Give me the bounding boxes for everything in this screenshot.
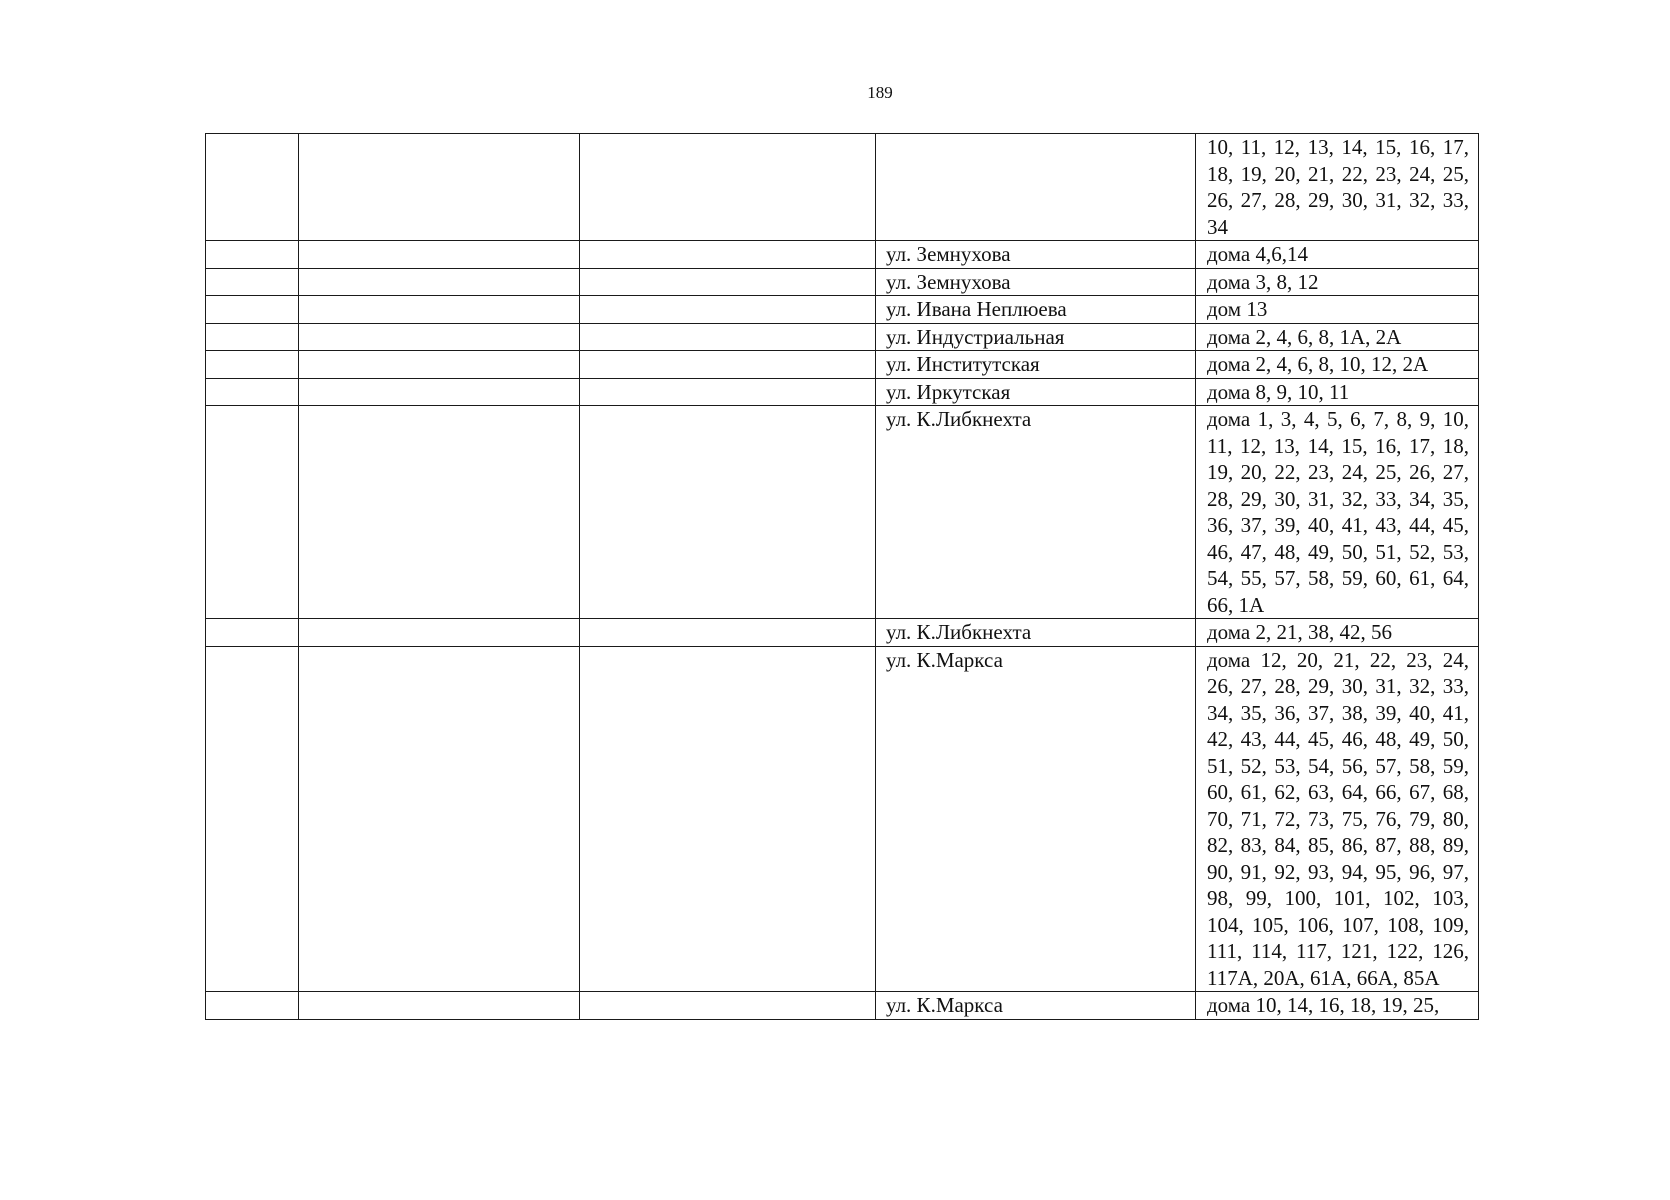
empty-cell	[580, 268, 876, 296]
page-number: 189	[867, 83, 893, 102]
houses-cell: дома 10, 14, 16, 18, 19, 25,	[1196, 992, 1479, 1020]
empty-cell	[299, 241, 580, 269]
street-cell: ул. К.Маркса	[876, 646, 1196, 992]
empty-cell	[299, 378, 580, 406]
empty-cell	[299, 296, 580, 324]
houses-cell: дома 8, 9, 10, 11	[1196, 378, 1479, 406]
table-row	[206, 323, 1479, 351]
address-table	[205, 133, 1479, 1020]
empty-cell	[299, 992, 580, 1020]
street-cell: ул. К.Либкнехта	[876, 619, 1196, 647]
table-row	[206, 351, 1479, 379]
street-cell: ул. Земнухова	[876, 268, 1196, 296]
street-cell: ул. Институтская	[876, 351, 1196, 379]
empty-cell	[206, 351, 299, 379]
street-cell: ул. Индустриальная	[876, 323, 1196, 351]
houses-cell: дом 13	[1196, 296, 1479, 324]
empty-cell	[206, 406, 299, 619]
empty-cell	[580, 323, 876, 351]
street-cell: ул. Земнухова	[876, 241, 1196, 269]
empty-cell	[580, 296, 876, 324]
street-cell: ул. К.Маркса	[876, 992, 1196, 1020]
empty-cell	[580, 619, 876, 647]
empty-cell	[580, 646, 876, 992]
empty-cell	[206, 241, 299, 269]
street-cell: ул. К.Либкнехта	[876, 406, 1196, 619]
empty-cell	[580, 351, 876, 379]
houses-cell: дома 2, 4, 6, 8, 10, 12, 2А	[1196, 351, 1479, 379]
table-row	[206, 134, 1479, 241]
empty-cell	[206, 268, 299, 296]
empty-cell	[206, 134, 299, 241]
empty-cell	[206, 296, 299, 324]
empty-cell	[206, 378, 299, 406]
houses-cell: дома 3, 8, 12	[1196, 268, 1479, 296]
empty-cell	[580, 406, 876, 619]
empty-cell	[299, 646, 580, 992]
empty-cell	[206, 619, 299, 647]
table-row	[206, 268, 1479, 296]
houses-cell: 10, 11, 12, 13, 14, 15, 16, 17, 18, 19, 20, 21, 22, 23, 24, 25, 26, 27, 28, 29, 30, 31, 32, 33, 34	[1196, 134, 1479, 241]
houses-cell: дома 2, 21, 38, 42, 56	[1196, 619, 1479, 647]
empty-cell	[580, 134, 876, 241]
table-row	[206, 646, 1479, 992]
street-cell: ул. Ивана Неплюева	[876, 296, 1196, 324]
empty-cell	[580, 378, 876, 406]
table-row	[206, 406, 1479, 619]
empty-cell	[580, 241, 876, 269]
table-row	[206, 992, 1479, 1020]
empty-cell	[206, 992, 299, 1020]
table-row	[206, 619, 1479, 647]
empty-cell	[299, 406, 580, 619]
table-row	[206, 378, 1479, 406]
table-row	[206, 296, 1479, 324]
houses-cell: дома 4,6,14	[1196, 241, 1479, 269]
houses-cell: дома 2, 4, 6, 8, 1А, 2А	[1196, 323, 1479, 351]
street-cell: ул. Иркутская	[876, 378, 1196, 406]
empty-cell	[299, 323, 580, 351]
empty-cell	[206, 323, 299, 351]
table-row	[206, 241, 1479, 269]
empty-cell	[299, 268, 580, 296]
empty-cell	[299, 619, 580, 647]
empty-cell	[299, 134, 580, 241]
empty-cell	[299, 351, 580, 379]
empty-cell	[206, 646, 299, 992]
empty-cell	[580, 992, 876, 1020]
street-cell	[876, 134, 1196, 241]
houses-cell: дома 1, 3, 4, 5, 6, 7, 8, 9, 10, 11, 12, 13, 14, 15, 16, 17, 18, 19, 20, 22, 23, 24, 25, 26, 27, 28, 29, 30, 31, 32, 33, 34, 35, 36, 37, 39, 40, 41, 43, 44, 45, 46, 47, 48, 49, 50, 51, 52, 53, 54, 55, 57, 58, 59, 60, 61, 64, 66, 1А	[1196, 406, 1479, 619]
houses-cell: дома 12, 20, 21, 22, 23, 24, 26, 27, 28, 29, 30, 31, 32, 33, 34, 35, 36, 37, 38, 39, 40, 41, 42, 43, 44, 45, 46, 48, 49, 50, 51, 52, 53, 54, 56, 57, 58, 59, 60, 61, 62, 63, 64, 66, 67, 68, 70, 71, 72, 73, 75, 76, 79, 80, 82, 83, 84, 85, 86, 87, 88, 89, 90, 91, 92, 93, 94, 95, 96, 97, 98, 99, 100, 101, 102, 103, 104, 105, 106, 107, 108, 109, 111, 114, 117, 121, 122, 126, 117А, 20А, 61А, 66А, 85А	[1196, 646, 1479, 992]
